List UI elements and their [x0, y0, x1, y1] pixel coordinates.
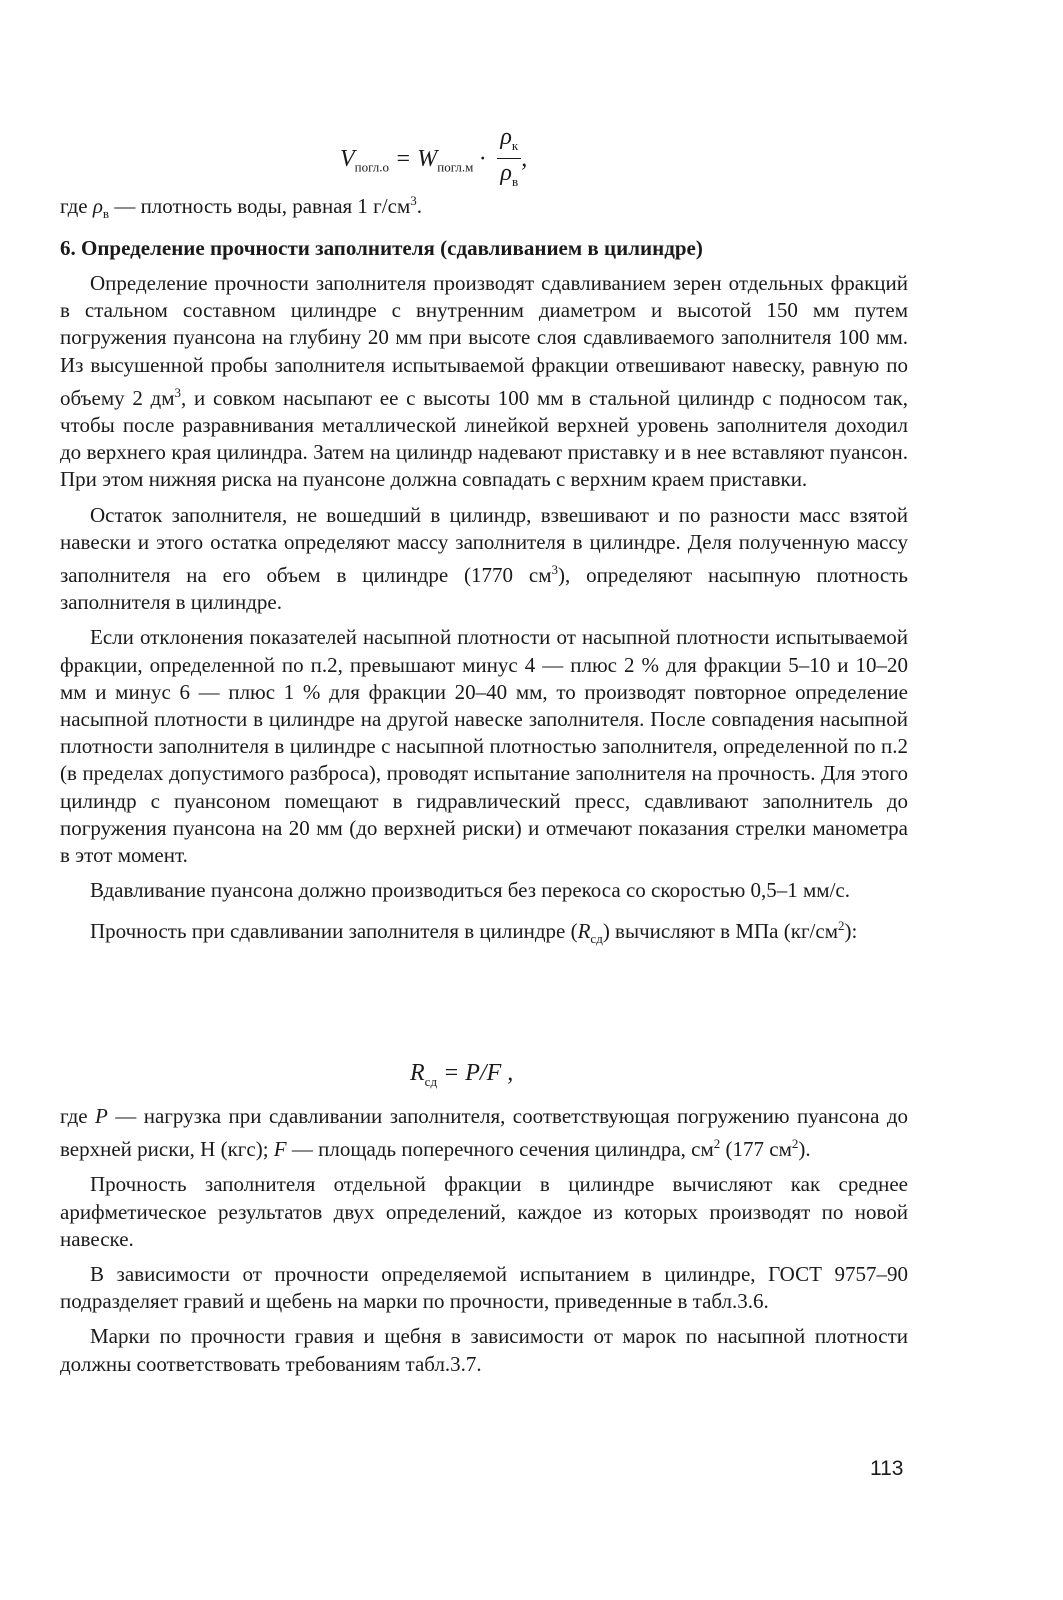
formula-subscript: погл.о	[354, 159, 390, 175]
page-number: 113	[870, 1457, 904, 1480]
formula-strength: $R_{сд} = P/F$ ,	[410, 1060, 514, 1089]
formula-volume-absorption	[340, 125, 527, 196]
formula-explanation: где $\rho_в$ — плотность воды, равная 1 $г/см^3$.	[60, 193, 422, 222]
paragraph: Марки по прочности гравия и щебня в зависимости от марок по насыпной плотности должны соответствовать требованиям табл.3.7.	[60, 1324, 908, 1376]
body-text	[60, 1103, 908, 1386]
paragraph: Определение прочности заполнителя производят сдавливанием зерен отдельных фракций в стальном составном цилиндре с внутренним диаметром и высотой 150 мм путем погружения пуансона на глубину 20 мм при высоте слоя сдавливаемого заполнителя 100 мм. Из высушенной пробы заполнителя испытываемой фракции отвешивают навеску, равную по объему 2 $дм^3$, и совком насыпают ее с высоты 100 мм в стальной цилиндр с подносом так, чтобы после разравнивания металлической линейкой верхней уровень заполнителя доходил до верхнего края цилиндра. Затем на цилиндр надевают приставку и в нее вставляют пуансон. При этом нижняя риска на пуансоне должна совпадать с верхним краем приставки.	[60, 271, 908, 492]
fraction-denominator: $\rho_в$	[500, 159, 519, 189]
formula-subscript: погл.м	[437, 159, 474, 175]
section-heading: 6. Определение прочности заполнителя (сдавливанием в цилиндре)	[60, 236, 703, 260]
fraction-numerator: $\rho_к$	[497, 125, 521, 159]
paragraph: Вдавливание пуансона должно производиться без перекоса со скоростью 0,5–1 мм/с.	[90, 878, 850, 903]
formula-symbol: = W	[389, 145, 438, 172]
paragraph: Остаток заполнителя, не вошедший в цилиндр, взвешивают и по разности масс взятой навески и этого остатка определяют массу заполнителя в цилиндре. Деля полученную массу заполнителя на его объем в цилиндре (1770 $см^3$), определяют насыпную плотность заполнителя в цилиндре.	[60, 502, 908, 615]
formula-operator: ·	[473, 145, 492, 172]
formula-symbol: V	[340, 145, 355, 172]
formula-punctuation: ,	[521, 145, 528, 172]
paragraph: В зависимости от прочности определяемой испытанием в цилиндре, ГОСТ 9757–90 подразделяет гравий и щебень на марки по прочности, приведенные в табл.3.6.	[60, 1262, 908, 1314]
paragraph: где P — нагрузка при сдавливании заполнителя, соответствующая погружению пуансона до верхней риски, Н (кгс); F — площадь поперечного сечения цилиндра, $см^2$ (177 $см^2$).	[60, 1104, 909, 1162]
paragraph: Прочность при сдавливании заполнителя в цилиндре $(R_{сд})$ вычисляют в МПа $(кг/см^2)$:	[90, 918, 858, 947]
body-text	[60, 270, 908, 961]
formula-fraction	[497, 125, 521, 196]
paragraph: Прочность заполнителя отдельной фракции в цилиндре вычисляют как среднее арифметическое результатов двух определений, каждое из которых производят по новой навеске.	[60, 1172, 908, 1251]
paragraph: Если отклонения показателей насыпной плотности от насыпной плотности испытываемой фракции, определенной по п.2, превышают минус 4 — плюс 2 % для фракции 5–10 и 10–20 мм и минус 6 — плюс 1 % для фракции 20–40 мм, то производят повторное определение насыпной плотности в цилиндре на другой навеске заполнителя. После совпадения насыпной плотности заполнителя в цилиндре с насыпной плотностью заполнителя, определенной по п.2 (в пределах допустимого разброса), проводят испытание заполнителя на прочность. Для этого цилиндр с пуансоном помещают в гидравлический пресс, сдавливают заполнитель до погружения пуансона на 20 мм (до верхней риски) и отмечают показания стрелки манометра в этот момент.	[60, 625, 908, 868]
